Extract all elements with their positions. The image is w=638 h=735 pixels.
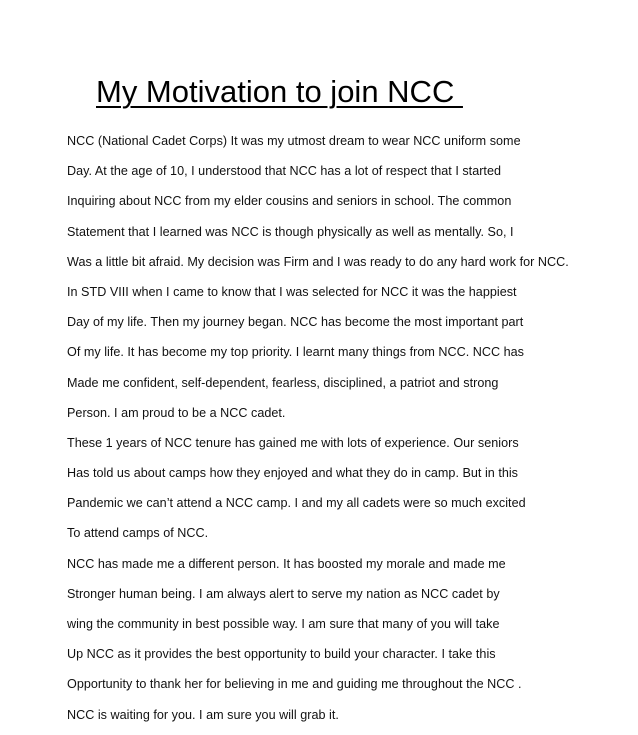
text-line: Person. I am proud to be a NCC cadet. xyxy=(67,405,286,420)
text-line: NCC has made me a different person. It has boosted my morale and made me xyxy=(67,556,506,571)
page-title: My Motivation to join NCC xyxy=(96,74,463,109)
text-line: Stronger human being. I am always alert to serve my nation as NCC cadet by xyxy=(67,586,500,601)
text-line: Opportunity to thank her for believing in me and guiding me throughout the NCC . xyxy=(67,677,522,692)
text-line: Was a little bit afraid. My decision was Firm and I was ready to do any hard work for NCC. xyxy=(67,254,569,269)
text-line: Of my life. It has become my top priority. I learnt many things from NCC. NCC has xyxy=(67,345,524,360)
text-line: Day of my life. Then my journey began. NCC has become the most important part xyxy=(67,315,524,330)
text-line: NCC is waiting for you. I am sure you will grab it. xyxy=(67,707,339,722)
text-line: Made me confident, self-dependent, fearless, disciplined, a patriot and strong xyxy=(67,375,499,390)
text-line: NCC (National Cadet Corps) It was my utmost dream to wear NCC uniform some xyxy=(67,134,521,148)
essay-body xyxy=(67,131,627,735)
text-line: Up NCC as it provides the best opportunity to build your character. I take this xyxy=(67,647,496,662)
text-line: These 1 years of NCC tenure has gained me with lots of experience. Our seniors xyxy=(67,435,519,450)
text-line: Statement that I learned was NCC is though physically as well as mentally. So, I xyxy=(67,224,514,239)
text-line: Day. At the age of 10, I understood that NCC has a lot of respect that I started xyxy=(67,164,501,179)
text-line: Pandemic we can’t attend a NCC camp. I and my all cadets were so much excited xyxy=(67,496,526,511)
text-line: Inquiring about NCC from my elder cousins and seniors in school. The common xyxy=(67,194,512,209)
text-line: To attend camps of NCC. xyxy=(67,526,209,541)
text-line: In STD VIII when I came to know that I was selected for NCC it was the happiest xyxy=(67,284,517,299)
text-line: Has told us about camps how they enjoyed and what they do in camp. But in this xyxy=(67,466,518,481)
text-line: wing the community in best possible way. I am sure that many of you will take xyxy=(67,617,500,631)
